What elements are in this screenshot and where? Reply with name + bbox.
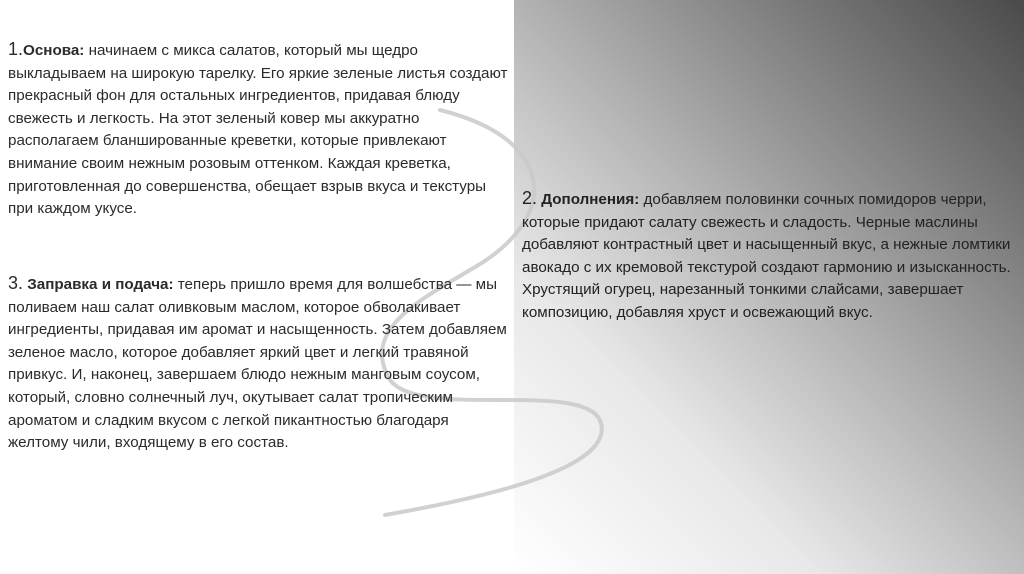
section-text: добавляем половинки сочных помидоров черри, которые придают салату свежесть и сладость. Черные маслины добавляют контрастный цвет и насыщенный вкус, а нежные ломтики авокадо с их кремовой текстурой создают гармонию и изысканность. Хрустящий огурец, нарезанный тонкими слайсами, завершает композицию, добавляя хруст и освежающий вкус. bbox=[522, 191, 1011, 321]
section-dopolneniya bbox=[522, 187, 1016, 325]
section-number: 1. bbox=[8, 39, 24, 59]
section-heading: Заправка и подача: bbox=[23, 276, 174, 293]
section-text: теперь пришло время для волшебства — мы поливаем наш салат оливковым маслом, которое обволакивает ингредиенты, придавая им аромат и насыщенность. Затем добавляем зеленое масло, которое добавляет яркий цвет и легкий травяной привкус. И, наконец, завершаем блюдо нежным манговым соусом, который, словно солнечный луч, окутывает салат тропическим ароматом и сладким вкусом с легкой пикантностью благодаря желтому чили, входящему в его состав. bbox=[8, 276, 507, 452]
section-heading: Дополнения: bbox=[537, 191, 640, 208]
section-zapravka bbox=[8, 272, 508, 455]
section-number: 3. bbox=[8, 273, 24, 293]
section-osnova bbox=[8, 38, 508, 221]
section-text: начинаем с микса салатов, который мы щедро выкладываем на широкую тарелку. Его яркие зеленые листья создают прекрасный фон для остальных ингредиентов, придавая блюду свежесть и легкость. На этот зеленый ковер мы аккуратно располагаем бланшированные креветки, которые привлекают внимание своим нежным розовым оттенком. Каждая креветка, приготовленная до совершенства, обещает взрыв вкуса и текстуры при каждом укусе. bbox=[8, 42, 508, 218]
section-number: 2. bbox=[522, 188, 538, 208]
section-heading: Основа: bbox=[23, 42, 85, 59]
